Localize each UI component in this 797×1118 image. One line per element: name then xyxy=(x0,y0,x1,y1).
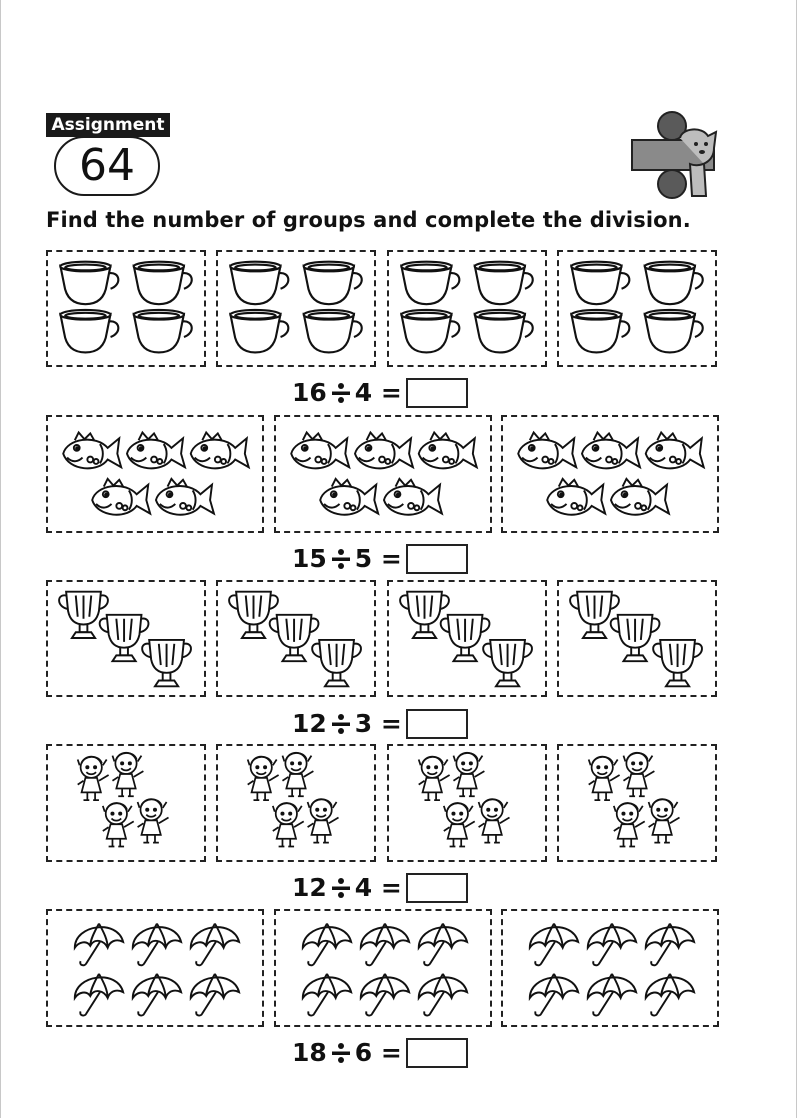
divide-icon xyxy=(331,548,351,570)
dividend: 15 xyxy=(292,544,327,573)
girl-icon xyxy=(419,753,510,847)
trophy-group xyxy=(216,580,376,697)
equals-sign: = xyxy=(380,1038,402,1067)
divisor: 6 xyxy=(354,1038,373,1067)
assignment-number: 64 xyxy=(54,136,160,196)
fish-icon xyxy=(63,432,248,514)
umbrellas-drawing xyxy=(503,911,717,1025)
cups-drawing xyxy=(48,252,204,365)
instruction-text: Find the number of groups and complete the division. xyxy=(46,208,691,232)
girl-icon xyxy=(248,753,339,847)
equals-sign: = xyxy=(380,873,402,902)
fish-drawing xyxy=(276,417,490,531)
trophy-group xyxy=(387,580,547,697)
divisor: 5 xyxy=(354,544,373,573)
trophy-icon xyxy=(59,592,191,687)
trophy-icon xyxy=(400,592,532,687)
divide-icon xyxy=(331,382,351,404)
equals-sign: = xyxy=(380,544,402,573)
cup-group xyxy=(387,250,547,367)
umbrella-group xyxy=(274,909,492,1027)
fish-group xyxy=(501,415,719,533)
girl-group xyxy=(46,744,206,862)
fish-icon xyxy=(291,432,476,514)
girls-drawing xyxy=(389,746,545,860)
fish-drawing xyxy=(503,417,717,531)
umbrella-icon xyxy=(303,924,467,1016)
cup-icon xyxy=(401,262,532,353)
umbrella-icon xyxy=(530,924,694,1016)
trophy-group xyxy=(46,580,206,697)
cup-icon xyxy=(60,262,191,353)
umbrellas-drawing xyxy=(48,911,262,1025)
divide-icon xyxy=(331,877,351,899)
divisor: 4 xyxy=(354,873,373,902)
trophies-drawing xyxy=(389,582,545,695)
girl-icon xyxy=(78,753,169,847)
dividend: 16 xyxy=(292,378,327,407)
girl-icon xyxy=(589,753,680,847)
division-equation-4 xyxy=(292,870,468,904)
cups-drawing xyxy=(559,252,715,365)
answer-box-4[interactable] xyxy=(406,873,468,903)
cup-icon xyxy=(571,262,702,353)
dividend: 12 xyxy=(292,873,327,902)
divisor: 4 xyxy=(354,378,373,407)
trophy-group xyxy=(557,580,717,697)
answer-box-1[interactable] xyxy=(406,378,468,408)
divide-icon xyxy=(331,713,351,735)
fish-group xyxy=(274,415,492,533)
cup-group xyxy=(216,250,376,367)
fish-drawing xyxy=(48,417,262,531)
division-equation-2 xyxy=(292,541,468,575)
cup-icon xyxy=(230,262,361,353)
umbrellas-drawing xyxy=(276,911,490,1025)
girl-group xyxy=(557,744,717,862)
umbrella-group xyxy=(46,909,264,1027)
trophies-drawing xyxy=(48,582,204,695)
division-mascot-icon xyxy=(630,108,722,200)
umbrella-group xyxy=(501,909,719,1027)
cup-group xyxy=(46,250,206,367)
dividend: 18 xyxy=(292,1038,327,1067)
divisor: 3 xyxy=(354,709,373,738)
equals-sign: = xyxy=(380,378,402,407)
girls-drawing xyxy=(559,746,715,860)
girls-drawing xyxy=(48,746,204,860)
trophy-icon xyxy=(229,592,361,687)
cup-group xyxy=(557,250,717,367)
divide-icon xyxy=(331,1042,351,1064)
answer-box-3[interactable] xyxy=(406,709,468,739)
answer-box-2[interactable] xyxy=(406,544,468,574)
fish-group xyxy=(46,415,264,533)
girl-group xyxy=(216,744,376,862)
answer-box-5[interactable] xyxy=(406,1038,468,1068)
cups-drawing xyxy=(218,252,374,365)
trophies-drawing xyxy=(559,582,715,695)
division-equation-5 xyxy=(292,1035,468,1069)
umbrella-icon xyxy=(75,924,239,1016)
cups-drawing xyxy=(389,252,545,365)
division-equation-3 xyxy=(292,706,468,740)
girl-group xyxy=(387,744,547,862)
equals-sign: = xyxy=(380,709,402,738)
girls-drawing xyxy=(218,746,374,860)
dividend: 12 xyxy=(292,709,327,738)
assignment-label: Assignment xyxy=(46,113,170,137)
fish-icon xyxy=(518,432,703,514)
trophies-drawing xyxy=(218,582,374,695)
trophy-icon xyxy=(570,592,702,687)
division-equation-1 xyxy=(292,375,468,409)
